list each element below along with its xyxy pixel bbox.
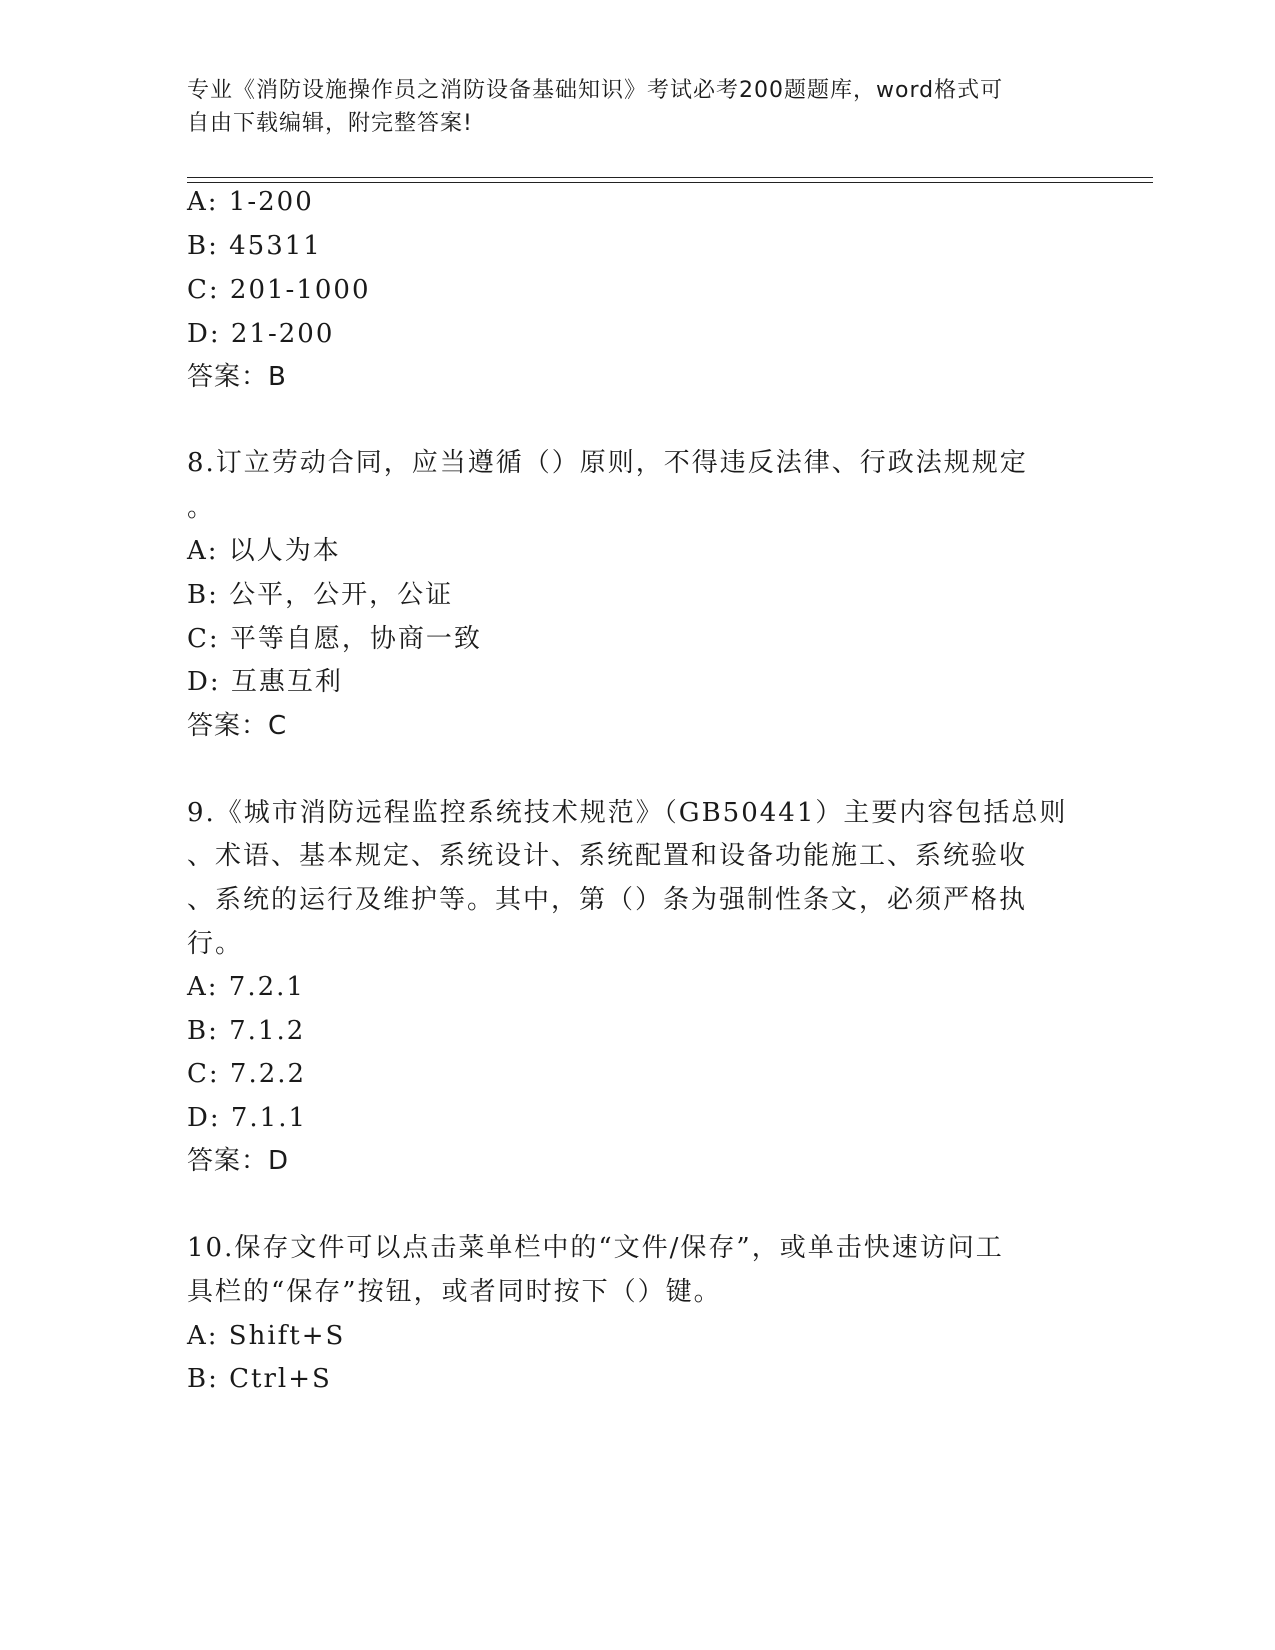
q8-text-line-1: 8.订立劳动合同，应当遵循（）原则，不得违反法律、行政法规规定 bbox=[187, 448, 1028, 478]
q9-answer: 答案：D bbox=[187, 1146, 290, 1176]
prev-answer: 答案：B bbox=[187, 362, 287, 392]
header-divider-bottom bbox=[187, 182, 1153, 183]
q9-option-a: A: 7.2.1 bbox=[187, 972, 305, 1002]
q9-option-d: D: 7.1.1 bbox=[187, 1103, 308, 1133]
q8-option-a: A: 以人为本 bbox=[187, 536, 341, 566]
q8-text-line-2: 。 bbox=[187, 493, 216, 523]
header-line-1: 专业《消防设施操作员之消防设备基础知识》考试必考200题题库，word格式可 bbox=[187, 78, 1004, 103]
q9-text-line-2: 、术语、基本规定、系统设计、系统配置和设备功能施工、系统验收 bbox=[187, 841, 1028, 871]
q8-option-b: B: 公平，公开，公证 bbox=[187, 580, 454, 610]
prev-option-c: C: 201-1000 bbox=[187, 275, 371, 305]
q8-option-d: D: 互惠互利 bbox=[187, 667, 343, 697]
prev-option-a: A: 1-200 bbox=[187, 187, 314, 217]
prev-option-b: B: 45311 bbox=[187, 231, 322, 261]
q9-option-c: C: 7.2.2 bbox=[187, 1059, 307, 1089]
q10-option-a: A: Shift+S bbox=[187, 1321, 346, 1351]
q9-text-line-4: 行。 bbox=[187, 929, 244, 959]
q9-text-line-1: 9.《城市消防远程监控系统技术规范》（GB50441）主要内容包括总则 bbox=[187, 798, 1068, 828]
document-header bbox=[187, 74, 1067, 140]
header-line-2: 自由下载编辑，附完整答案! bbox=[187, 111, 473, 136]
q8-option-c: C: 平等自愿，协商一致 bbox=[187, 624, 482, 654]
q8-answer: 答案：C bbox=[187, 711, 288, 741]
q10-text-line-2: 具栏的“保存”按钮，或者同时按下（）键。 bbox=[187, 1277, 722, 1307]
q9-text-line-3: 、系统的运行及维护等。其中，第（）条为强制性条文，必须严格执 bbox=[187, 885, 1028, 915]
prev-option-d: D: 21-200 bbox=[187, 319, 335, 349]
q9-option-b: B: 7.1.2 bbox=[187, 1016, 306, 1046]
q10-text-line-1: 10.保存文件可以点击菜单栏中的“文件/保存”，或单击快速访问工 bbox=[187, 1233, 1004, 1263]
header-divider-top bbox=[187, 177, 1153, 178]
q10-option-b: B: Ctrl+S bbox=[187, 1364, 332, 1394]
